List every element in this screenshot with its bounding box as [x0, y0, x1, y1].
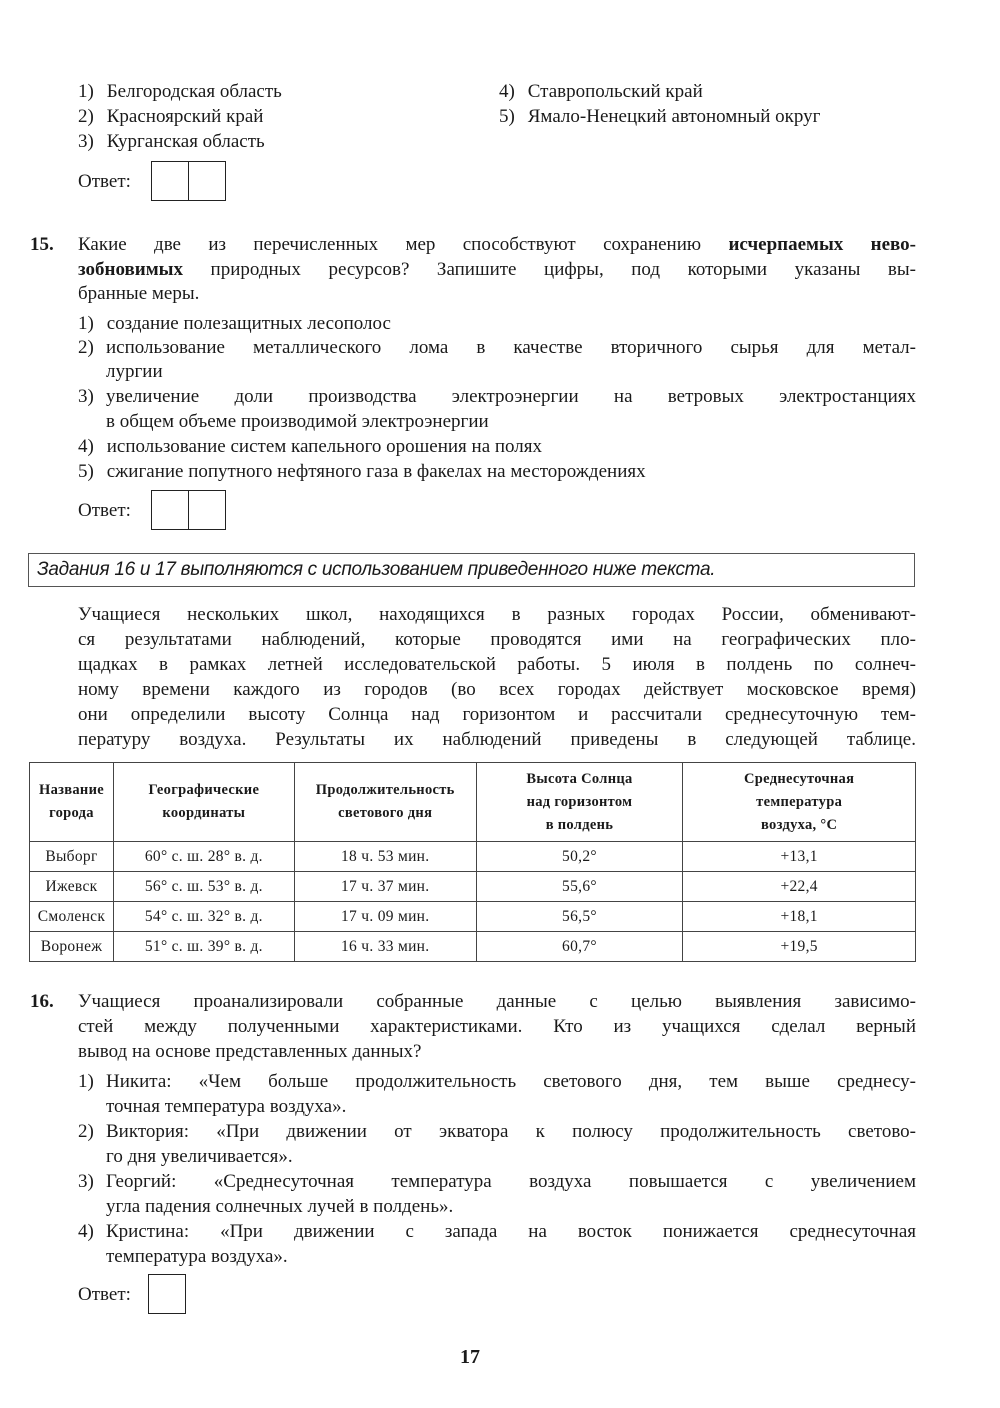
page-number: 17: [460, 1346, 480, 1368]
table-row: [30, 902, 916, 932]
q16-answer-label: Ответ:: [78, 1284, 131, 1305]
cell-daylight: 17 ч. 37 мин.: [294, 872, 476, 902]
cell-temperature: +18,1: [683, 902, 916, 932]
option-number: 2): [78, 337, 94, 358]
q15-option-3: [78, 385, 102, 409]
answer-cell-2[interactable]: [188, 162, 225, 200]
header-temperature: Среднесуточная температура воздуха, °C: [683, 763, 916, 842]
answer-cell-1[interactable]: [152, 162, 188, 200]
passage-line: щадках в рамках летней исследовательской работы. 5 июля в полдень по солнеч-: [78, 654, 916, 675]
option-number: 4): [78, 1221, 94, 1242]
q16-option-4-line-2: температура воздуха».: [106, 1246, 288, 1267]
q15-answer-label: Ответ:: [78, 500, 131, 521]
q16-answer-field[interactable]: [148, 1274, 186, 1314]
passage-line: ному времени каждого из городов (во всех городах действует московское время): [78, 679, 916, 700]
option-text: Ямало-Ненецкий автономный округ: [527, 106, 821, 127]
q15-number: 15.: [30, 234, 54, 255]
q16-option-2-line-1: Виктория: «При движении от экватора к полюсу продолжительность светово-: [106, 1121, 916, 1142]
table-row: [30, 872, 916, 902]
q16-text-line: стей между полученными характеристиками. Кто из учащихся сделал верный: [78, 1016, 916, 1037]
header-city: Название города: [30, 763, 114, 842]
option-number: 3): [78, 386, 94, 407]
cell-sun-height: 60,7°: [476, 932, 683, 962]
answer-cell-2[interactable]: [188, 491, 225, 529]
q16-option-1-line-1: Никита: «Чем больше продолжительность светового дня, тем выше среднесу-: [106, 1071, 916, 1092]
q16-text-line: Учащиеся проанализировали собранные данные с целью выявления зависимо-: [78, 991, 916, 1012]
cell-daylight: 17 ч. 09 мин.: [294, 902, 476, 932]
option-number: 5): [499, 106, 515, 127]
passage-line: пературу воздуха. Результаты их наблюдений приведены в следующей таблице.: [78, 729, 916, 750]
q14-answer-label: Ответ:: [78, 171, 131, 192]
q15-text-line-2: [78, 258, 916, 282]
table-row: [30, 842, 916, 872]
passage-line: ся результатами наблюдений, которые проводятся ими на географических пло-: [78, 629, 916, 650]
cell-sun-height: 50,2°: [476, 842, 683, 872]
cell-coordinates: 60° с. ш. 28° в. д.: [113, 842, 294, 872]
option-text: Ставропольский край: [527, 81, 703, 102]
answer-cell-1[interactable]: [152, 491, 188, 529]
q16-option-4: [78, 1220, 102, 1244]
cell-coordinates: 56° с. ш. 53° в. д.: [113, 872, 294, 902]
q16-option-3: [78, 1170, 102, 1194]
cell-daylight: 16 ч. 33 мин.: [294, 932, 476, 962]
option-text: Курганская область: [106, 131, 265, 152]
option-number: 2): [78, 1121, 94, 1142]
answer-cell-1[interactable]: [149, 1275, 185, 1313]
q16-option-2-line-2: го дня увеличивается».: [106, 1146, 293, 1167]
q16-option-4-line-1: Кристина: «При движении с запада на восток понижается среднесуточная: [106, 1221, 916, 1242]
q14-answer-field[interactable]: [151, 161, 226, 201]
header-coordinates: Географические координаты: [113, 763, 294, 842]
option-number: 1): [78, 1071, 94, 1092]
q15-emphasis: исчерпаемых нево-: [728, 234, 916, 255]
cell-temperature: +19,5: [683, 932, 916, 962]
header-sun-height: Высота Солнца над горизонтом в полдень: [476, 763, 683, 842]
cell-daylight: 18 ч. 53 мин.: [294, 842, 476, 872]
q14-option-5: [499, 105, 820, 129]
cell-temperature: +22,4: [683, 872, 916, 902]
option-number: 1): [78, 313, 94, 334]
q15-emphasis: зобновимых: [78, 259, 183, 280]
option-text: сжигание попутного нефтяного газа в факелах на месторождениях: [106, 461, 646, 482]
cell-city: Выборг: [30, 842, 114, 872]
q16-number: 16.: [30, 991, 54, 1012]
option-number: 1): [78, 81, 94, 102]
cell-coordinates: 54° с. ш. 32° в. д.: [113, 902, 294, 932]
table-header-row: [30, 763, 916, 842]
tasks-notice: Задания 16 и 17 выполняются с использованием приведенного ниже текста.: [28, 553, 915, 587]
q14-option-2: [78, 105, 263, 129]
q15-text-line-1: [78, 233, 916, 257]
option-number: 3): [78, 1171, 94, 1192]
q15-answer-field[interactable]: [151, 490, 226, 530]
q15-option-3-line-1: увеличение доли производства электроэнергии на ветровых электростанциях: [106, 386, 916, 407]
q15-option-4: [78, 435, 542, 459]
cell-coordinates: 51° с. ш. 39° в. д.: [113, 932, 294, 962]
table-row: [30, 932, 916, 962]
q15-option-2-line-2: лургии: [106, 361, 163, 382]
q14-option-3: [78, 130, 265, 154]
q15-text: Какие две из перечисленных мер способствуют сохранению: [78, 234, 729, 255]
q14-option-4: [499, 80, 703, 104]
q15-option-2: [78, 336, 102, 360]
q16-option-3-line-1: Георгий: «Среднесуточная температура воздуха повышается с увеличением: [106, 1171, 916, 1192]
passage-line: Учащиеся нескольких школ, находящихся в разных городах России, обменивают-: [78, 604, 916, 625]
q15-text-line-3: бранные меры.: [78, 283, 200, 304]
cell-city: Смоленск: [30, 902, 114, 932]
q14-option-1: [78, 80, 282, 104]
q15-text: природных ресурсов? Запишите цифры, под которыми указаны вы-: [182, 259, 916, 280]
cell-city: Воронеж: [30, 932, 114, 962]
option-number: 4): [78, 436, 94, 457]
cell-sun-height: 55,6°: [476, 872, 683, 902]
q15-option-2-line-1: использование металлического лома в качестве вторичного сырья для метал-: [106, 337, 916, 358]
cell-temperature: +13,1: [683, 842, 916, 872]
cell-city: Ижевск: [30, 872, 114, 902]
option-number: 4): [499, 81, 515, 102]
option-text: использование систем капельного орошения на полях: [106, 436, 543, 457]
q15-option-5: [78, 460, 646, 484]
q16-option-1: [78, 1070, 102, 1094]
option-number: 3): [78, 131, 94, 152]
option-number: 2): [78, 106, 94, 127]
option-text: создание полезащитных лесополос: [106, 313, 391, 334]
q15-option-3-line-2: в общем объеме производимой электроэнергии: [106, 411, 489, 432]
q16-option-1-line-2: точная температура воздуха».: [106, 1096, 347, 1117]
option-text: Красноярский край: [106, 106, 264, 127]
q15-option-1: [78, 312, 391, 336]
observations-table: [29, 762, 916, 962]
header-daylight: Продолжительность светового дня: [294, 763, 476, 842]
q16-option-2: [78, 1120, 102, 1144]
passage-line: они определили высоту Солнца над горизонтом и рассчитали среднесуточную тем-: [78, 704, 916, 725]
option-text: Белгородская область: [106, 81, 282, 102]
q16-text-line: вывод на основе представленных данных?: [78, 1041, 422, 1062]
option-number: 5): [78, 461, 94, 482]
q16-option-3-line-2: угла падения солнечных лучей в полдень».: [106, 1196, 454, 1217]
cell-sun-height: 56,5°: [476, 902, 683, 932]
